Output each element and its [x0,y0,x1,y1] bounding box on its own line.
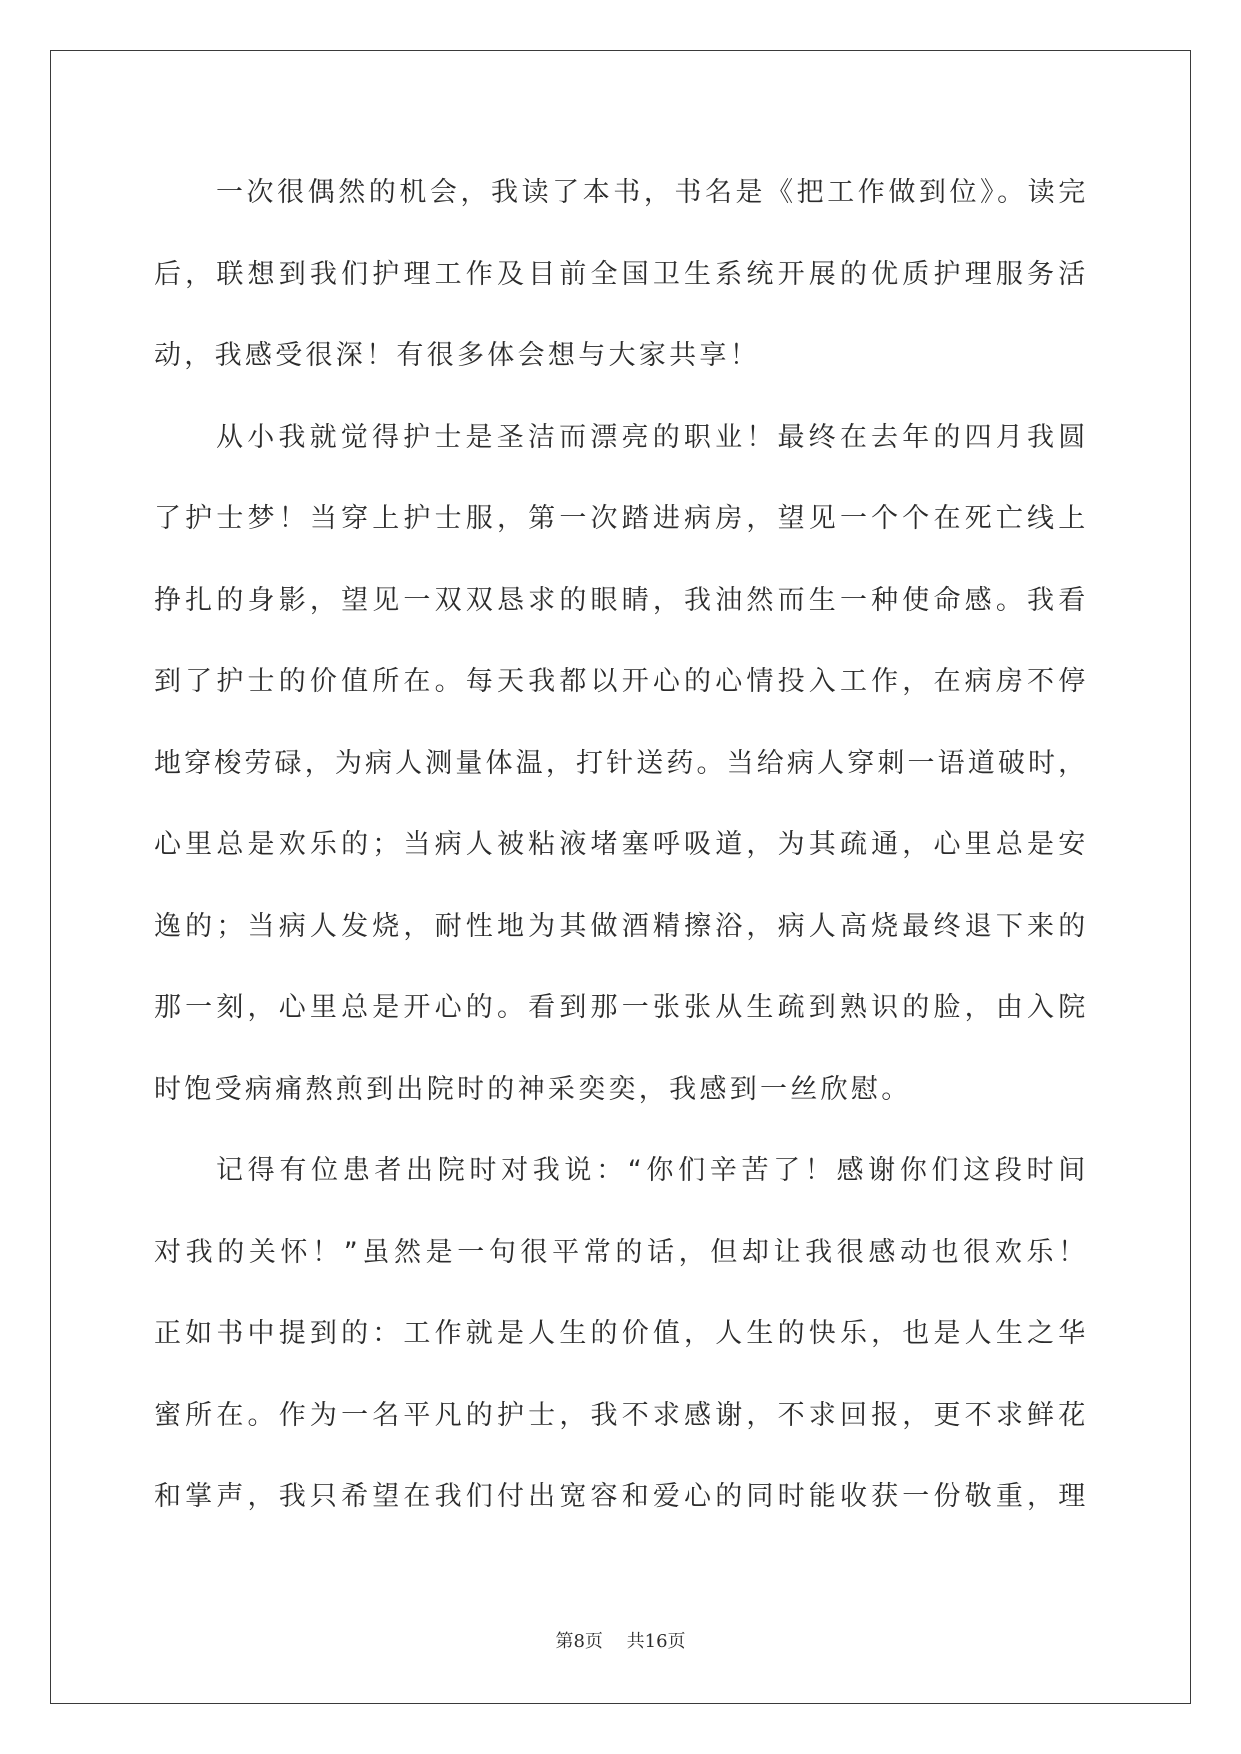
text-line: 从小我就觉得护士是圣洁而漂亮的职业！最终在去年的四月我圆 [216,421,1088,453]
text-line: 心里总是欢乐的；当病人被粘液堵塞呼吸道，为其疏通，心里总是安 [154,829,1088,860]
page-total: 共16页 [626,1631,686,1652]
text-line: 后，联想到我们护理工作及目前全国卫生系统开展的优质护理服务活 [154,258,1088,290]
text-line: 时饱受病痛熬煎到出院时的神采奕奕，我感到一丝欣慰。 [154,1073,912,1105]
page-footer [0,1630,1241,1654]
paragraph [154,1130,1088,1538]
text-line: 到了护士的价值所在。每天我都以开心的心情投入工作，在病房不停 [154,666,1088,697]
text-line: 正如书中提到的：工作就是人生的价值，人生的快乐，也是人生之华 [154,1318,1088,1349]
text-line: 那一刻，心里总是开心的。看到那一张张从生疏到熟识的脸，由入院 [154,992,1088,1023]
page-number: 第8页 [555,1631,603,1652]
text-line: 和掌声，我只希望在我们付出宽容和爱心的同时能收获一份敬重，理 [154,1481,1088,1512]
text-line: 逸的；当病人发烧，耐性地为其做酒精擦浴，病人高烧最终退下来的 [154,910,1088,942]
text-line: 动，我感受很深！有很多体会想与大家共享！ [154,340,760,371]
paragraph [154,152,1088,397]
text-line: 挣扎的身影，望见一双双恳求的眼睛，我油然而生一种使命感。我看 [154,584,1088,616]
paragraph [154,397,1088,1131]
text-line: 地穿梭劳碌，为病人测量体温，打针送药。当给病人穿刺一语道破时， [154,747,1088,779]
text-line: 记得有位患者出院时对我说：“你们辛苦了！感谢你们这段时间 [216,1155,1088,1186]
document-body [154,152,1088,1538]
text-line: 一次很偶然的机会，我读了本书，书名是《把工作做到位》。读完 [216,177,1088,208]
text-line: 了护士梦！当穿上护士服，第一次踏进病房，望见一个个在死亡线上 [154,503,1088,534]
text-line: 蜜所在。作为一名平凡的护士，我不求感谢，不求回报，更不求鲜花 [154,1399,1088,1431]
text-line: 对我的关怀！”虽然是一句很平常的话，但却让我很感动也很欢乐！ [154,1236,1088,1268]
